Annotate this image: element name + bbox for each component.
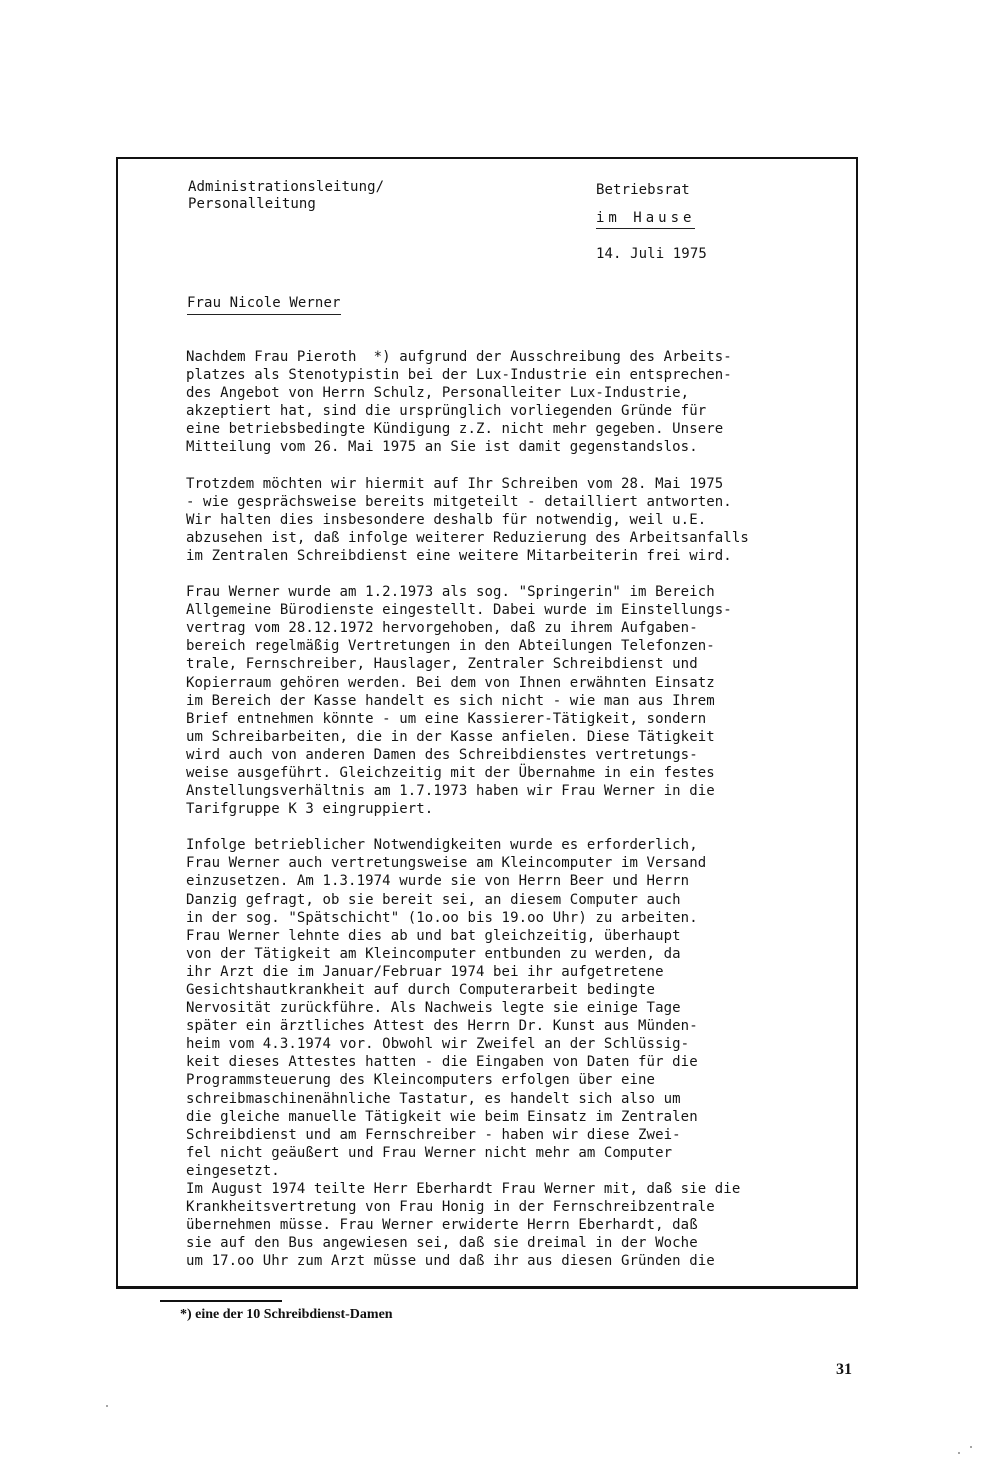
text-line: des Angebot von Herrn Schulz, Personalleiter Lux-Industrie, — [186, 385, 690, 402]
text-line: Frau Werner lehnte dies ab und bat gleichzeitig, überhaupt — [186, 927, 681, 944]
text-line: Frau Werner wurde am 1.2.1973 als sog. "Springerin" im Bereich — [186, 584, 715, 601]
text-line: im Zentralen Schreibdienst eine weitere Mitarbeiterin frei wird. — [186, 547, 732, 564]
body-paragraph — [186, 1180, 846, 1270]
text-line: Im August 1974 teilte Herr Eberhardt Frau Werner mit, daß sie die — [186, 1181, 741, 1198]
text-line: akzeptiert hat, sind die ursprünglich vorliegenden Gründe für — [186, 403, 707, 420]
scan-speck — [958, 1452, 960, 1454]
sender-line: Personalleitung — [188, 196, 316, 212]
text-line: in der sog. "Spätschicht" (1o.oo bis 19.oo Uhr) zu arbeiten. — [186, 909, 698, 926]
text-line: Programmsteuerung des Kleincomputers erfolgen über eine — [186, 1072, 656, 1089]
text-line: wird auch von anderen Damen des Schreibdienstes vertretungs- — [186, 746, 698, 763]
text-line: Gesichtshautkrankheit auf durch Computerarbeit bedingte — [186, 982, 656, 998]
text-line: eingesetzt. — [186, 1162, 280, 1179]
text-line: trale, Fernschreiber, Hauslager, Zentraler Schreibdienst und — [186, 656, 698, 673]
body-paragraph — [186, 475, 846, 565]
text-line: übernehmen müsse. Frau Werner erwiderte Herrn Eberhardt, daß — [186, 1217, 698, 1234]
text-line: Wir halten dies insbesondere deshalb für notwendig, weil u.E. — [186, 511, 707, 528]
text-line: ihr Arzt die im Januar/Februar 1974 bei ihr aufgetretene — [186, 963, 664, 980]
text-line: fel nicht geäußert und Frau Werner nicht mehr am Computer — [186, 1144, 673, 1161]
text-line: Frau Werner auch vertretungsweise am Kleincomputer im Versand — [186, 855, 707, 872]
letter-body — [186, 348, 846, 1289]
text-line: um Schreibarbeiten, die in der Kasse anfielen. Diese Tätigkeit — [186, 728, 715, 745]
text-line: keit dieses Attestes hatten - die Eingaben von Daten für die — [186, 1054, 698, 1071]
body-paragraph — [186, 348, 846, 457]
text-line: abzusehen ist, daß infolge weiterer Reduzierung des Arbeitsanfalls — [186, 529, 749, 546]
body-paragraph — [186, 583, 846, 818]
text-line: schreibmaschinenähnliche Tastatur, es handelt sich also um — [186, 1090, 681, 1107]
text-line: Tarifgruppe K 3 eingruppiert. — [186, 801, 434, 818]
sender-block — [188, 179, 384, 213]
text-line: Nachdem Frau Pieroth *) aufgrund der Ausschreibung des Arbeits- — [186, 349, 732, 365]
text-line: später ein ärztliches Attest des Herrn Dr. Kunst aus Münden- — [186, 1018, 698, 1035]
text-line: sie auf den Bus angewiesen sei, daß sie dreimal in der Woche — [186, 1235, 698, 1252]
text-line: bereich regelmäßig Vertretungen in den Abteilungen Telefonzen- — [186, 638, 715, 655]
footnote-rule — [160, 1300, 282, 1302]
sender-line: Administrationsleitung/ — [188, 179, 385, 195]
text-line: einzusetzen. Am 1.3.1974 wurde sie von Herrn Beer und Herrn — [186, 873, 690, 890]
text-line: heim vom 4.3.1974 vor. Obwohl wir Zweifel an der Schlüssig- — [186, 1036, 690, 1053]
text-line: eine betriebsbedingte Kündigung z.Z. nicht mehr gegeben. Unsere — [186, 421, 724, 438]
text-line: von der Tätigkeit am Kleincomputer entbunden zu werden, da — [186, 945, 681, 962]
text-line: Danzig gefragt, ob sie bereit sei, an diesem Computer auch — [186, 891, 681, 908]
letter-date: 14. Juli 1975 — [596, 246, 707, 262]
body-paragraph — [186, 836, 846, 1180]
recipient-location: im Hause — [596, 210, 695, 229]
text-line: Nervosität zurückführe. Als Nachweis legte sie einige Tage — [186, 1000, 681, 1017]
text-line: die gleiche manuelle Tätigkeit wie beim Einsatz im Zentralen — [186, 1108, 698, 1125]
page-number: 31 — [836, 1361, 852, 1378]
text-line: Anstellungsverhältnis am 1.7.1973 haben wir Frau Werner in die — [186, 783, 715, 800]
text-line: - wie gesprächsweise bereits mitgeteilt - detailliert antworten. — [186, 493, 732, 510]
scan-speck — [106, 1405, 108, 1407]
letter-subject: Frau Nicole Werner — [187, 295, 341, 315]
recipient: Betriebsrat — [596, 182, 690, 198]
text-line: weise ausgeführt. Gleichzeitig mit der Übernahme in ein festes — [186, 764, 715, 781]
text-line: vertrag vom 28.12.1972 hervorgehoben, daß zu ihrem Aufgaben- — [186, 620, 698, 637]
text-line: Trotzdem möchten wir hiermit auf Ihr Schreiben vom 28. Mai 1975 — [186, 475, 724, 492]
text-line: Brief entnehmen könnte - um eine Kassierer-Tätigkeit, sondern — [186, 710, 707, 727]
scan-speck — [970, 1446, 972, 1448]
text-line: Mitteilung vom 26. Mai 1975 an Sie ist damit gegenstandslos. — [186, 439, 698, 456]
text-line: um 17.oo Uhr zum Arzt müsse und daß ihr aus diesen Gründen die — [186, 1253, 715, 1270]
text-line: Krankheitsvertretung von Frau Honig in der Fernschreibzentrale — [186, 1199, 715, 1216]
text-line: im Bereich der Kasse handelt es sich nicht - wie man aus Ihrem — [186, 692, 715, 709]
text-line: Allgemeine Bürodienste eingestellt. Dabei wurde im Einstellungs- — [186, 602, 732, 619]
footnote: *) eine der 10 Schreibdienst-Damen — [180, 1307, 393, 1322]
text-line: platzes als Stenotypistin bei der Lux-Industrie ein entsprechen- — [186, 367, 732, 384]
text-line: Schreibdienst und am Fernschreiber - haben wir diese Zwei- — [186, 1126, 681, 1143]
text-line: Infolge betrieblicher Notwendigkeiten wurde es erforderlich, — [186, 837, 698, 854]
text-line: Kopierraum gehören werden. Bei dem von Ihnen erwähnten Einsatz — [186, 674, 715, 691]
